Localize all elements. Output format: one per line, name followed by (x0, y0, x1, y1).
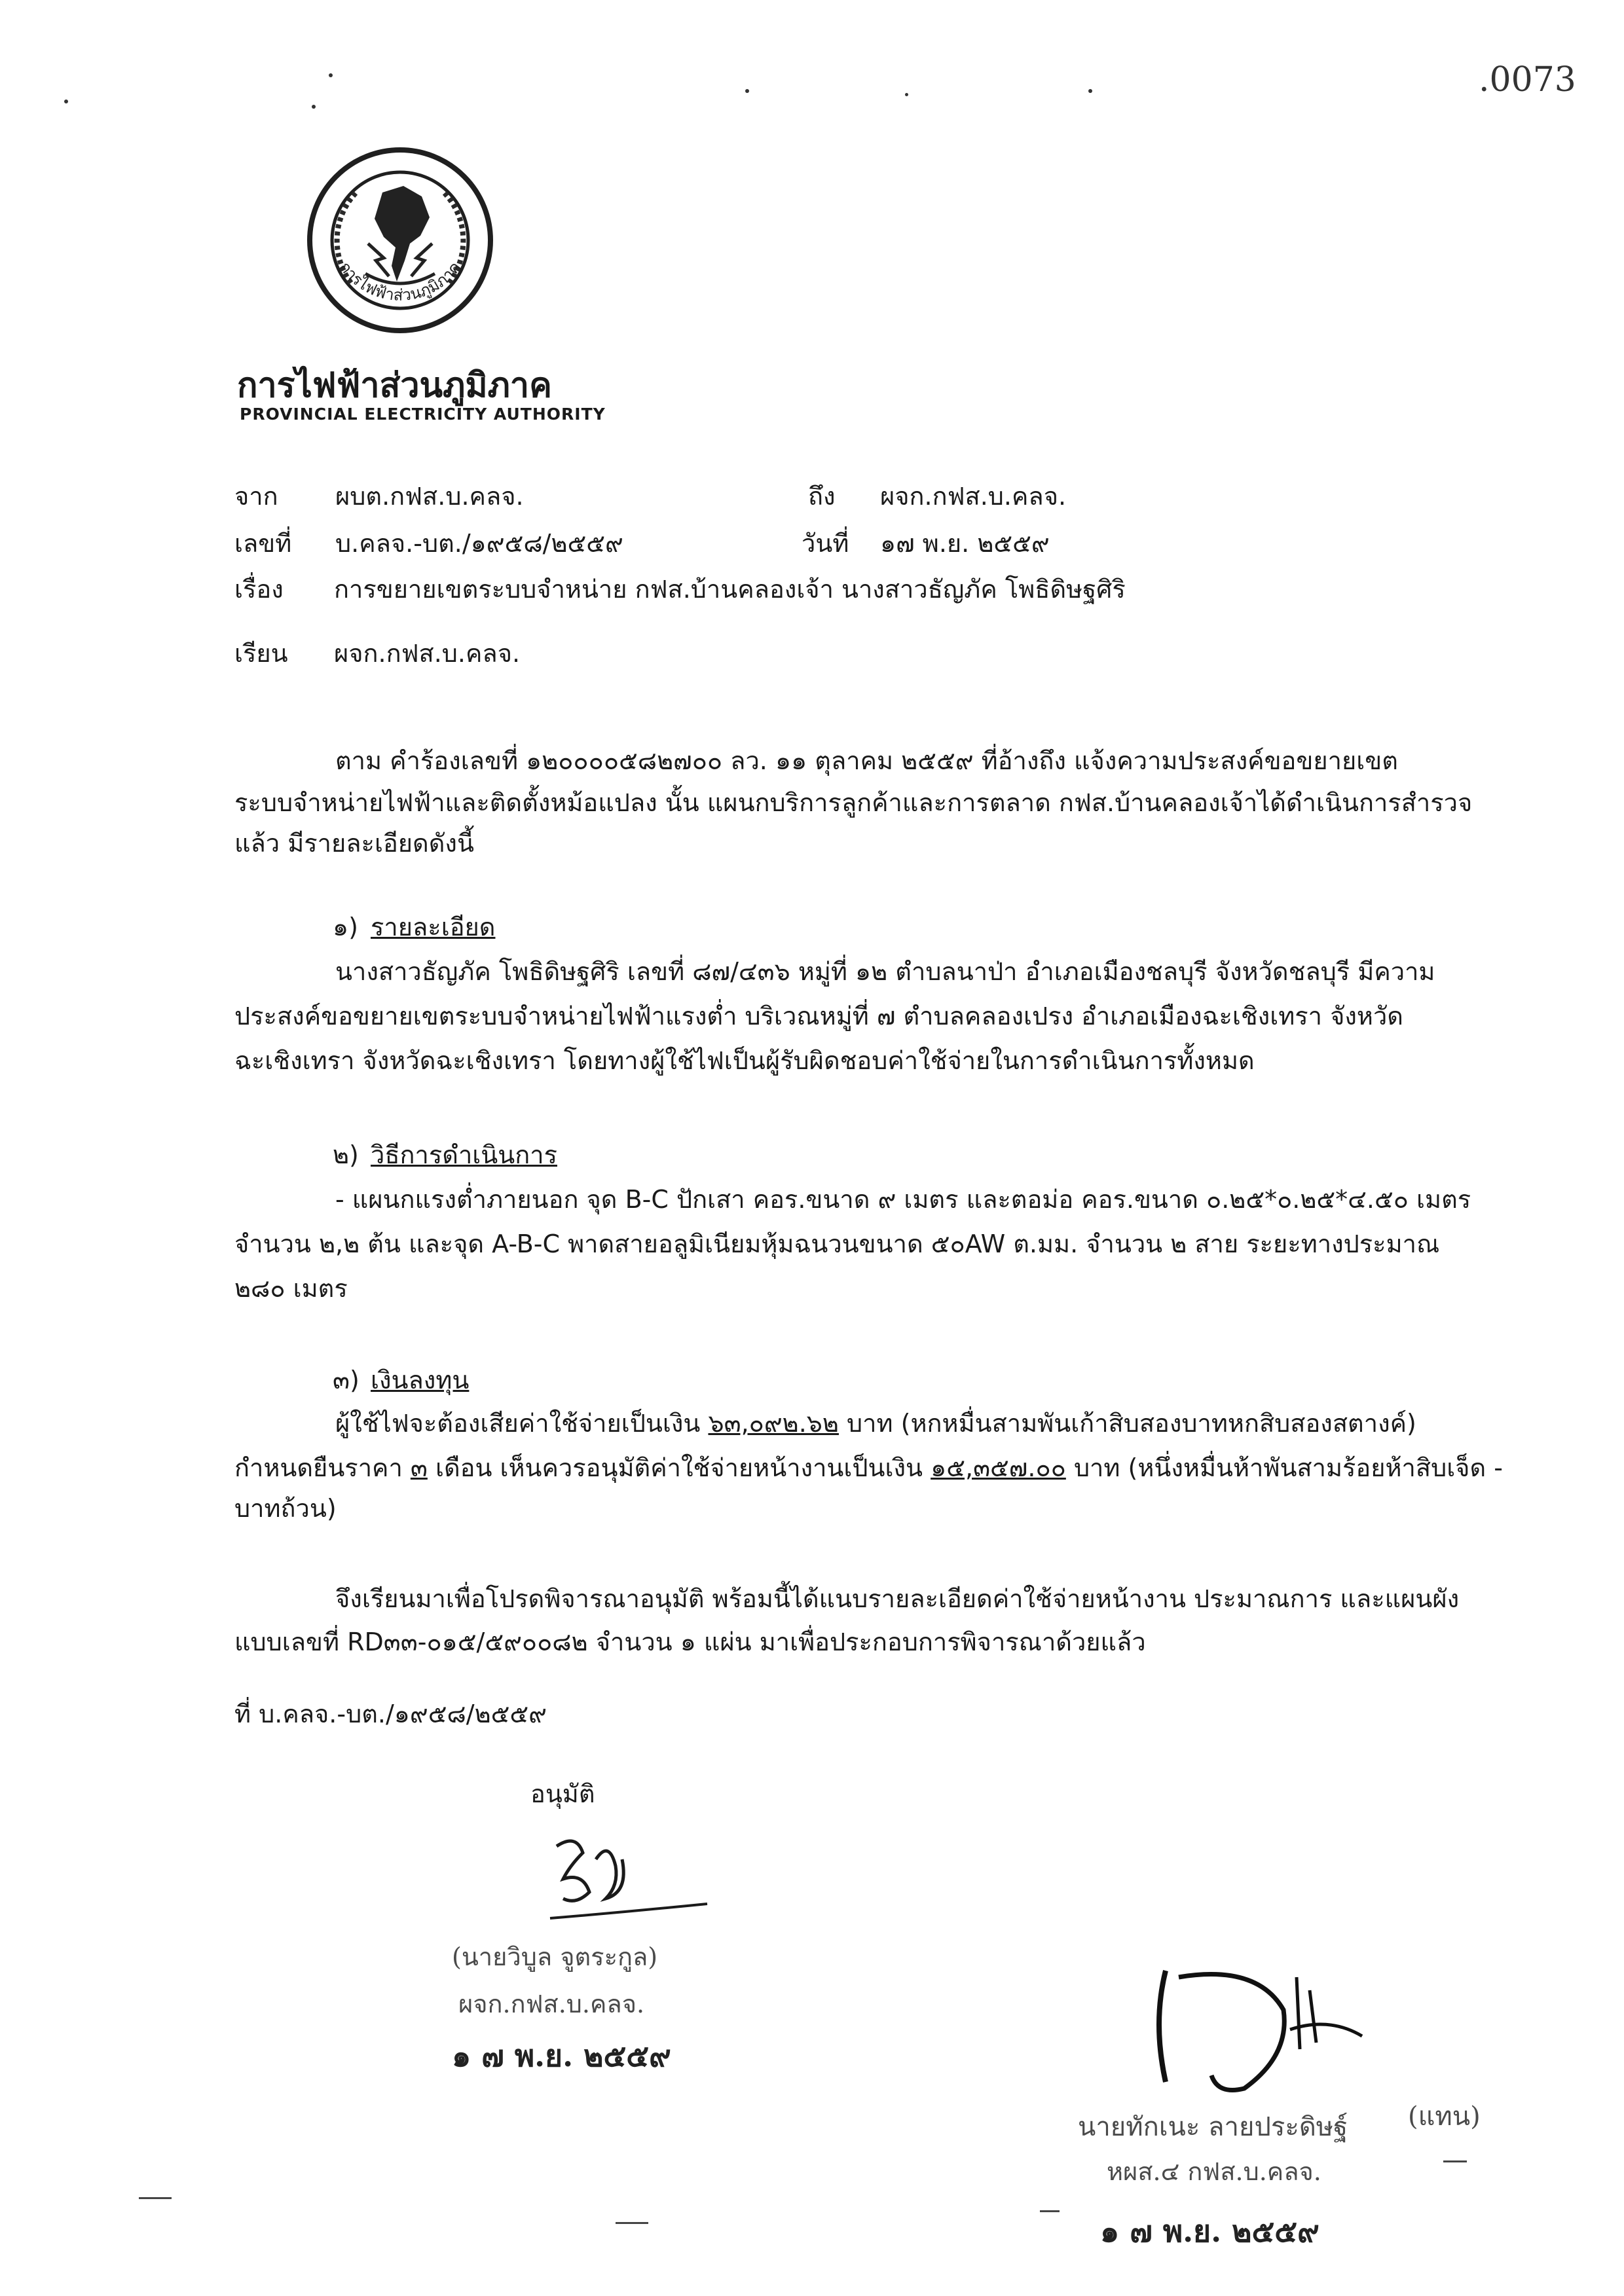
section-1-line: ประสงค์ขอขยายเขตระบบจำหน่ายไฟฟ้าแรงต่ำ บริเวณหมู่ที่ ๗ ตำบลคลองเปรง อำเภอเมืองฉะเชิงเทรา จังหวัด (234, 1002, 1403, 1030)
from-value: ผบต.กฟส.บ.คลจ. (335, 482, 524, 511)
scan-speck (1088, 89, 1092, 93)
section-2-number: ๒) (333, 1140, 359, 1169)
subject-value: การขยายเขตระบบจำหน่าย กฟส.บ้านคลองเจ้า นางสาวธัญภัค โพธิดิษฐศิริ (334, 575, 1126, 604)
org-name-english: PROVINCIAL ELECTRICITY AUTHORITY (240, 405, 606, 424)
logo-bolt-left (368, 244, 389, 276)
approver-position: ผจก.กฟส.บ.คลจ. (458, 1990, 645, 2018)
sender-date-stamp: ๑ ๗ พ.ย. ๒๕๕๙ (1100, 2214, 1320, 2249)
to-value: ผจก.กฟส.บ.คลจ. (880, 482, 1067, 511)
scan-mark (139, 2197, 172, 2199)
scan-speck (312, 105, 316, 109)
approval-cost-text: เดือน เห็นควรอนุมัติค่าใช้จ่ายหน้างานเป็นเงิน (427, 1453, 931, 1482)
section-2-line: - แผนกแรงต่ำภายนอก จุด B-C ปักเสา คอร.ขนาด ๙ เมตร และตอม่อ คอร.ขนาด ๐.๒๕*๐.๒๕*๔.๕๐ เมตร (335, 1185, 1471, 1214)
cost-text: ผู้ใช้ไฟจะต้องเสียค่าใช้จ่ายเป็นเงิน (335, 1409, 709, 1438)
approval-cost-words: บาท (หนึ่งหมื่นห้าพันสามร้อยห้าสิบเจ็ด - (1065, 1453, 1503, 1482)
scan-speck (64, 100, 68, 103)
section-2-line: ๒๘๐ เมตร (234, 1274, 348, 1303)
date-label: วันที่ (802, 529, 849, 558)
cost-text-words: บาท (หกหมื่นสามพันเก้าสิบสองบาทหกสิบสองสตางค์) (838, 1409, 1416, 1438)
scan-mark (1443, 2160, 1467, 2162)
approval-cost-amount: ๑๕,๓๕๗.๐๐ (931, 1453, 1066, 1482)
scan-mark (616, 2222, 648, 2224)
approver-signature (537, 1820, 720, 1931)
section-3-line-2 (234, 1447, 1503, 1489)
intro-line: ตาม คำร้องเลขที่ ๑๒๐๐๐๐๕๘๒๗๐๐ ลว. ๑๑ ตุลาคม ๒๕๕๙ ที่อ้างถึง แจ้งความประสงค์ขอขยายเขต (335, 746, 1398, 775)
approval-label: อนุมัติ (530, 1779, 595, 1808)
reference-number: ที่ บ.คลจ.-บต./๑๙๕๘/๒๕๕๙ (234, 1700, 547, 1728)
section-3-line-3: บาทถ้วน) (234, 1494, 337, 1523)
closing-line: แบบเลขที่ RD๓๓-๐๑๕/๕๙๐๐๘๒ จำนวน ๑ แผ่น มาเพื่อประกอบการพิจารณาด้วยแล้ว (234, 1628, 1146, 1656)
section-1-line: นางสาวธัญภัค โพธิดิษฐศิริ เลขที่ ๘๗/๔๓๖ หมู่ที่ ๑๒ ตำบลนาป่า อำเภอเมืองชลบุรี จังหวัดชลบุรี มีความ (335, 957, 1435, 986)
number-value: บ.คลจ.-บต./๑๙๕๘/๒๕๕๙ (335, 529, 623, 558)
page-number: .0073 (1479, 60, 1576, 100)
scan-speck (905, 93, 908, 96)
scan-mark (1040, 2210, 1060, 2212)
sender-name: นายทักเนะ ลายประดิษฐ์ (1078, 2112, 1348, 2142)
subject-label: เรื่อง (234, 575, 284, 604)
section-2-line: จำนวน ๒,๒ ต้น และจุด A-B-C พาดสายอลูมิเนียมหุ้มฉนวนขนาด ๕๐AW ต.มม. จำนวน ๒ สาย ระยะทางประมาณ (234, 1230, 1440, 1258)
intro-line: ระบบจำหน่ายไฟฟ้าและติดตั้งหม้อแปลง นั้น แผนกบริการลูกค้าและการตลาด กฟส.บ้านคลองเจ้าได้ดำเนินการสำรวจ (234, 788, 1473, 817)
closing-line: จึงเรียนมาเพื่อโปรดพิจารณาอนุมัติ พร้อมนี้ได้แนบรายละเอียดค่าใช้จ่ายหน้างาน ประมาณการ และแผนผัง (335, 1584, 1460, 1613)
sender-position: หผส.๔ กฟส.บ.คลจ. (1107, 2157, 1321, 2186)
approver-name: (นายวิบูล จูตระกูล) (452, 1942, 658, 1971)
price-validity-text: กำหนดยืนราคา (234, 1453, 411, 1482)
section-1-title: รายละเอียด (371, 913, 496, 941)
logo-bolt-right (411, 244, 432, 276)
section-3-number: ๓) (333, 1366, 360, 1394)
approval-date-stamp: ๑ ๗ พ.ย. ๒๕๕๙ (452, 2038, 671, 2073)
section-3-title: เงินลงทุน (371, 1366, 470, 1394)
org-name-thai: การไฟฟ้าส่วนภูมิภาค (237, 366, 552, 405)
total-cost-amount: ๖๓,๐๙๒.๖๒ (708, 1409, 839, 1438)
sender-signature (1113, 1951, 1375, 2102)
sender-acting-tag: (แทน) (1408, 2102, 1481, 2132)
scan-speck (329, 73, 333, 77)
date-value: ๑๗ พ.ย. ๒๕๕๙ (880, 529, 1050, 558)
price-validity-months: ๓ (410, 1453, 428, 1482)
section-2-title: วิธีการดำเนินการ (371, 1140, 557, 1169)
attn-label: เรียน (234, 639, 288, 668)
logo-ring-text: การไฟฟ้าส่วนภูมิภาค (335, 258, 465, 304)
section-3-line-1 (335, 1402, 1416, 1444)
section-1-line: ฉะเชิงเทรา จังหวัดฉะเชิงเทรา โดยทางผู้ใช้ไฟเป็นผู้รับผิดชอบค่าใช้จ่ายในการดำเนินการทั้งหมด (234, 1046, 1255, 1075)
attn-value: ผจก.กฟส.บ.คลจ. (334, 639, 521, 668)
intro-line: แล้ว มีรายละเอียดดังนี้ (234, 829, 474, 858)
section-1-number: ๑) (333, 913, 358, 941)
to-label: ถึง (808, 482, 836, 511)
pea-logo (305, 145, 495, 335)
from-label: จาก (234, 482, 278, 511)
scan-speck (745, 89, 749, 93)
number-label: เลขที่ (234, 529, 292, 558)
